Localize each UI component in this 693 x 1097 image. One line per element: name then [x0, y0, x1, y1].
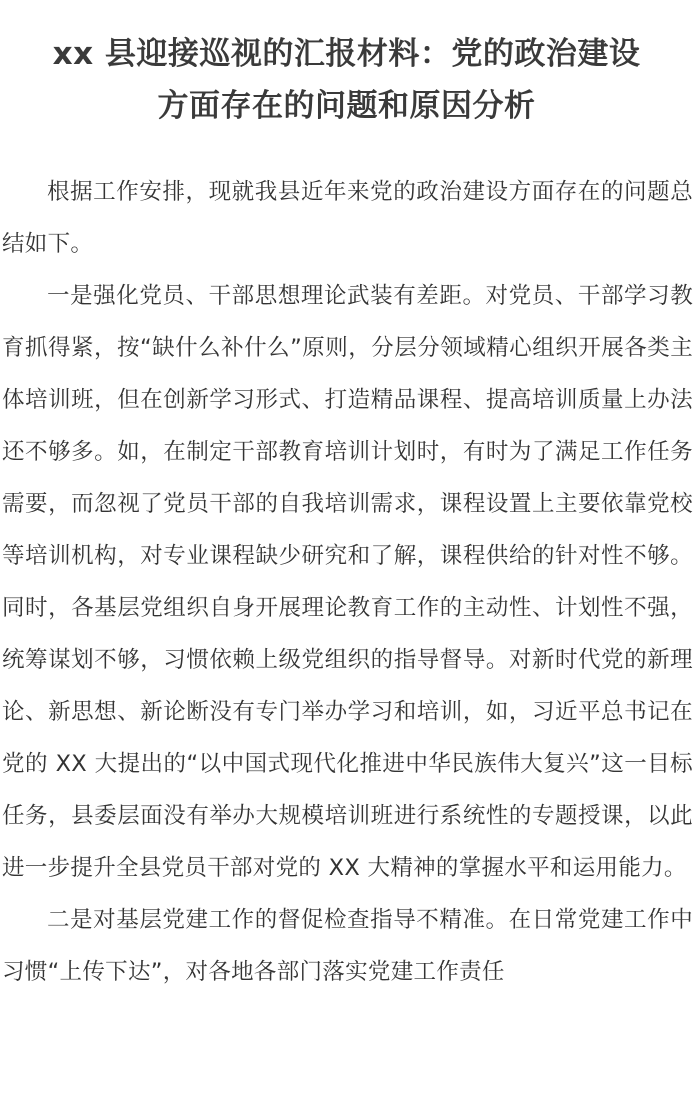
paragraph-point-1: 一是强化党员、干部思想理论武装有差距。对党员、干部学习教育抓得紧，按“缺什么补什么”原则，分层分领域精心组织开展各类主体培训班，但在创新学习形式、打造精品课程、提高培训质量上办法还不够多。如，在制定干部教育培训计划时，有时为了满足工作任务需要，而忽视了党员干部的自我培训需求，课程设置上主要依靠党校等培训机构，对专业课程缺少研究和了解，课程供给的针对性不够。同时，各基层党组织自身开展理论教育工作的主动性、计划性不强，统筹谋划不够，习惯依赖上级党组织的指导督导。对新时代党的新理论、新思想、新论断没有专门举办学习和培训，如，习近平总书记在党的 XX 大提出的“以中国式现代化推进中华民族伟大复兴”这一目标任务，县委层面没有举办大规模培训班进行系统性的专题授课，以此进一步提升全县党员干部对党的 XX 大精神的掌握水平和运用能力。 [2, 283, 693, 881]
paragraph-intro: 根据工作安排，现就我县近年来党的政治建设方面存在的问题总结如下。 [2, 179, 693, 257]
document-body [0, 166, 693, 998]
title-line-2: 方面存在的问题和原因分析 [157, 88, 536, 124]
title-line-1: xx 县迎接巡视的汇报材料：党的政治建设 [52, 36, 641, 72]
document-title [0, 0, 693, 132]
paragraph-point-2: 二是对基层党建工作的督促检查指导不精准。在日常党建工作中习惯“上传下达”，对各地各部门落实党建工作责任 [2, 907, 693, 985]
